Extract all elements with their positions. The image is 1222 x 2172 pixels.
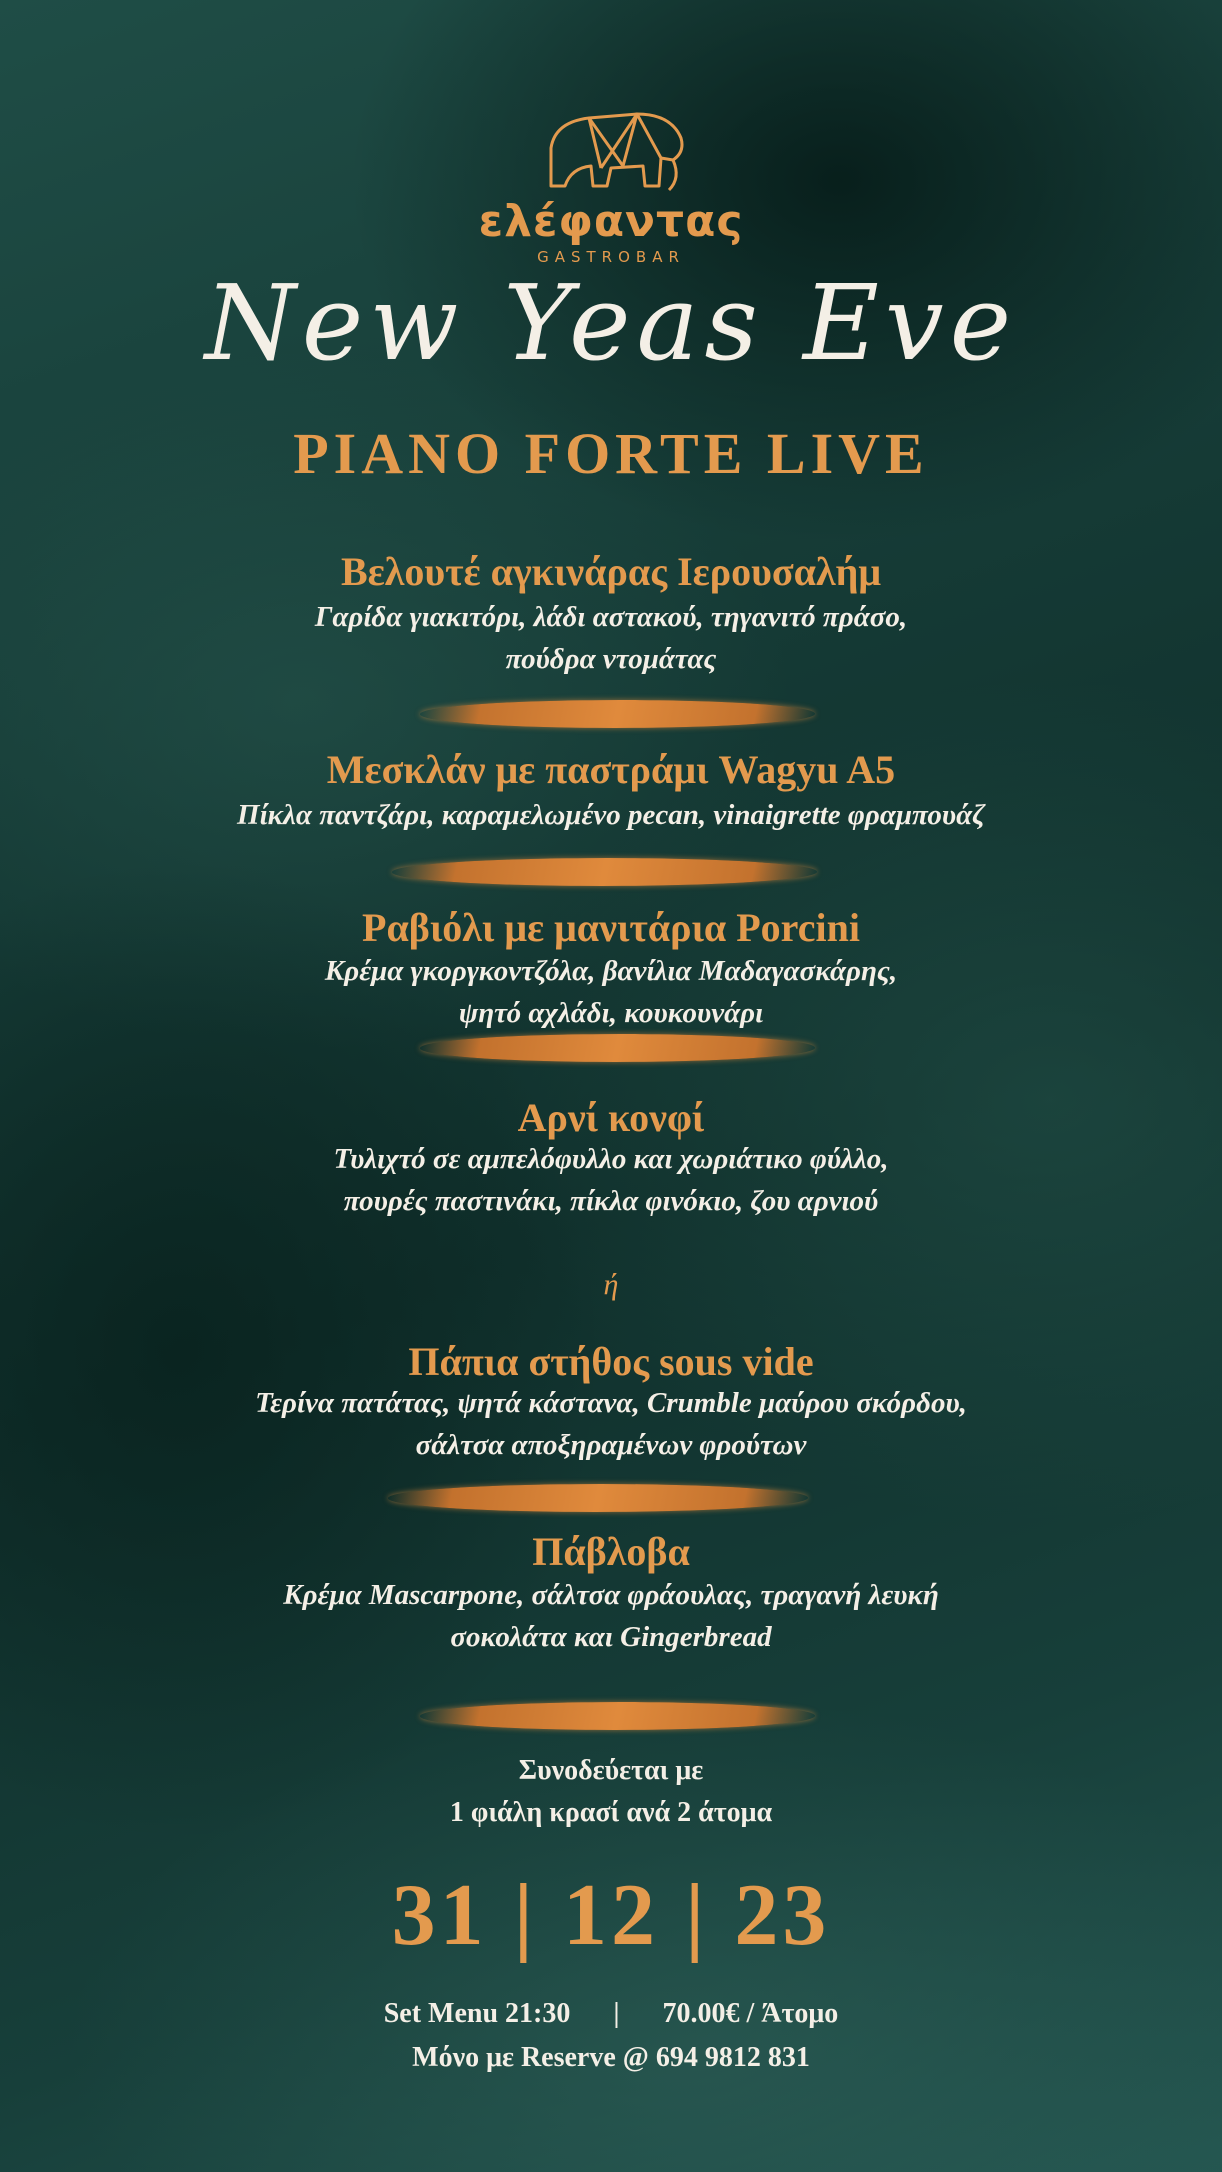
course-title: Μεσκλάν με παστράμι Wagyu A5 [326,747,896,792]
script-title: New Yeas Eve [204,262,1018,384]
course-desc-line: Πίκλα παντζάρι, καραμελωμένο pecan, vinaigrette φραμπουάζ [237,799,985,831]
divider-stroke [385,1484,811,1512]
course-title: Ραβιόλι με μανιτάρια Porcini [362,905,860,950]
divider-stroke [417,1034,818,1062]
set-menu-time: Set Menu 21:30 [383,1998,571,2029]
course-desc-line: Γαρίδα γιακιτόρι, λάδι αστακού, τηγανιτό πράσο, [314,601,908,633]
elephant-logo-icon [541,108,691,196]
course-desc-line: σοκολάτα και Gingerbread [450,1621,772,1653]
or-separator: ή [603,1268,619,1301]
course-desc-line: Κρέμα Mascarpone, σάλτσα φράουλας, τραγανή λευκή [283,1579,939,1611]
course-title: Πάβλοβα [532,1529,690,1574]
course-description [0,1382,1222,1466]
course-description [0,950,1222,1034]
divider-stroke [389,858,820,886]
accompaniment-line: 1 φιάλη κρασί ανά 2 άτομα [449,1797,773,1828]
course-desc-line: Τυλιχτό σε αμπελόφυλλο και χωριάτικο φύλλο, [333,1143,889,1175]
course-desc-line: Κρέμα γκοργκοντζόλα, βανίλια Μαδαγασκάρης, [324,955,898,987]
course-title: Πάπια στήθος sous vide [408,1339,814,1384]
course-title: Βελουτέ αγκινάρας Ιερουσαλήμ [340,549,882,594]
course-description [0,1574,1222,1658]
course-desc-line: πουρές παστινάκι, πίκλα φινόκιο, ζου αρνιού [343,1185,879,1217]
course-title: Αρνί κονφί [517,1095,705,1140]
accompaniment-note [0,1750,1222,1834]
course-description [0,1138,1222,1222]
course-desc-line: ψητό αχλάδι, κουκουνάρι [458,997,764,1029]
course-description [0,794,1222,836]
reservation-info: Μόνο με Reserve @ 694 9812 831 [412,2042,810,2073]
divider-stroke [417,1702,818,1730]
course-description [0,596,1222,680]
course-desc-line: Τερίνα πατάτας, ψητά κάστανα, Crumble μαύρου σκόρδου, [255,1387,967,1419]
brand-name: ελέφαντας [478,196,744,247]
brand-subtitle: GASTROBAR [537,248,685,266]
headline: PIANO FORTE LIVE [293,421,929,486]
set-menu-line [0,1998,1222,2030]
course-desc-line: πούδρα ντομάτας [505,643,717,675]
event-date: 31 | 12 | 23 [391,1867,831,1964]
course-desc-line: σάλτσα αποξηραμένων φρούτων [415,1429,807,1461]
footer-separator: | [613,1998,620,2029]
accompaniment-line: Συνοδεύεται με [518,1755,704,1786]
divider-stroke [417,700,818,728]
price: 70.00€ / Άτομο [662,1998,839,2029]
